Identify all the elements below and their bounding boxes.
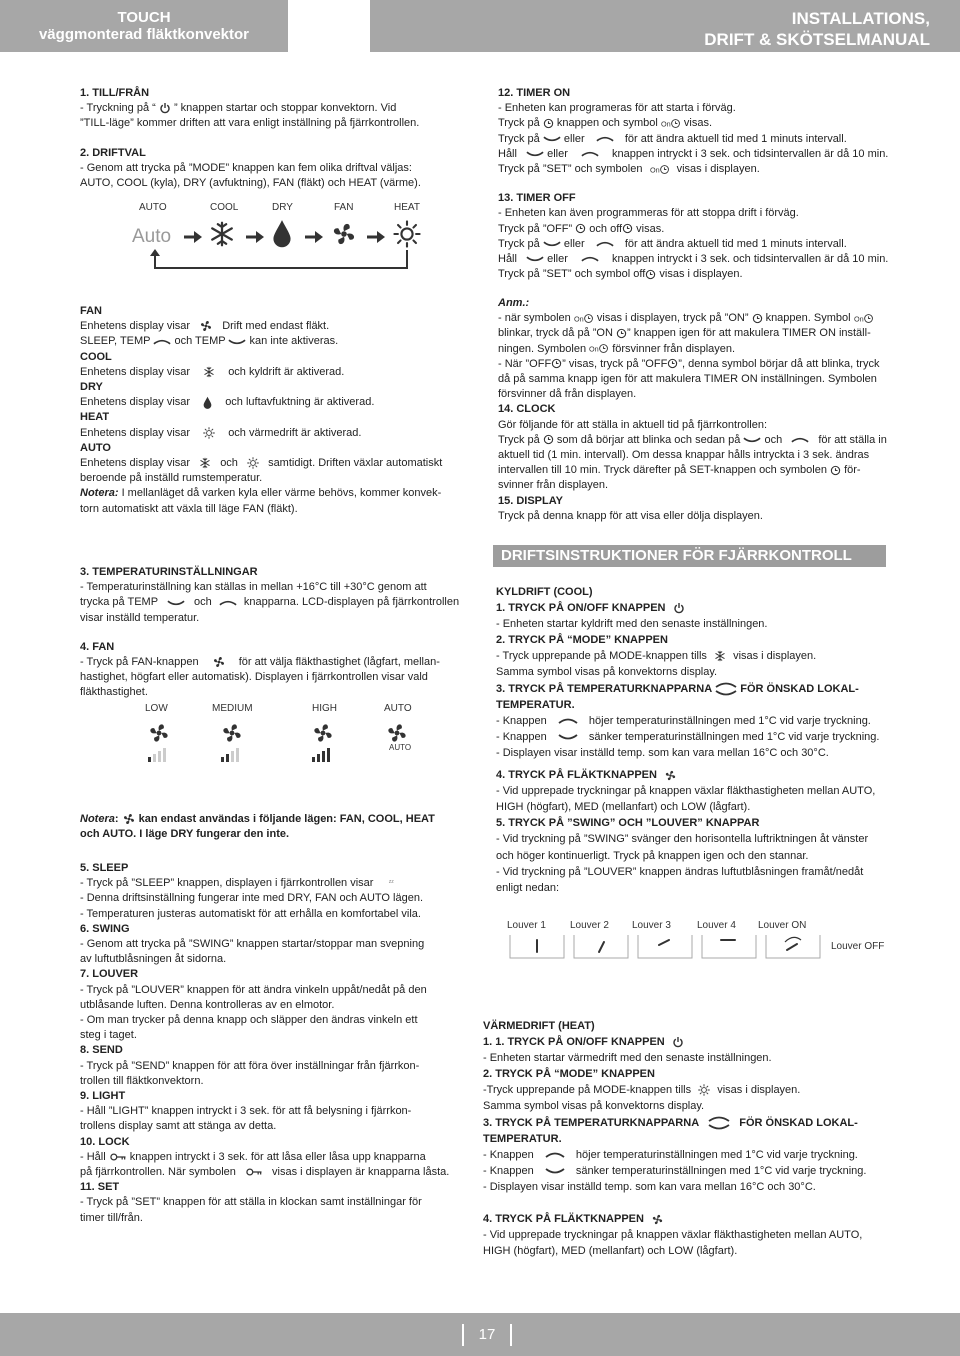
text: -Tryck upprepande på MODE-knappen tills bbox=[483, 1084, 692, 1097]
text: kan inte aktiveras. bbox=[249, 335, 339, 348]
heading: TEMPERATUR. bbox=[496, 698, 575, 711]
text: - Håll bbox=[80, 1150, 106, 1163]
text: - Enheten startar värmedrift med den senaste inställningen. bbox=[483, 1052, 772, 1065]
text: - Tryckning på “ bbox=[80, 102, 156, 115]
temp-down-icon bbox=[228, 338, 246, 346]
text: - Genom att trycka på ”MODE” knappen kan fem olika driftval väljas: bbox=[80, 161, 412, 174]
heading: 1. TRYCK PÅ ON/OFF KNAPPEN bbox=[496, 602, 666, 615]
text: Tryck på denna knapp för att visa eller dölja displayen. bbox=[498, 509, 763, 522]
text: visas i displayen. bbox=[676, 163, 760, 176]
text: - Knappen bbox=[483, 1164, 534, 1177]
text: visas i displayen är knapparna låsta. bbox=[272, 1166, 450, 1179]
heading: 4. TRYCK PÅ FLÄKTKNAPPEN bbox=[496, 769, 657, 782]
clock-icon bbox=[551, 358, 562, 369]
heading: DRY bbox=[80, 381, 103, 394]
timer-on-icon bbox=[650, 164, 670, 175]
text: timer till/från. bbox=[80, 1211, 143, 1224]
timer-on-icon bbox=[589, 343, 609, 354]
text: och AUTO. I läge DRY fungerar den inte. bbox=[80, 828, 290, 841]
mode-label-heat: HEAT bbox=[394, 202, 420, 213]
medium-bars-icon bbox=[220, 743, 240, 763]
text: knappen intryckt i 3 sek. och tidsintervallen är då 10 min. bbox=[612, 147, 889, 160]
louver-positions bbox=[507, 932, 852, 962]
text: visas i displayen. bbox=[733, 650, 817, 663]
arrow-icon bbox=[244, 230, 266, 244]
text: som då börjar att blinka och sedan på bbox=[556, 433, 741, 446]
snowflake-icon bbox=[203, 366, 215, 378]
arrow-icon bbox=[182, 230, 204, 244]
down-icon bbox=[543, 240, 561, 248]
heading: 2. DRIFTVAL bbox=[80, 146, 146, 159]
snowflake-icon bbox=[208, 220, 236, 248]
text: beroende på inställd rumstemperatur. bbox=[80, 472, 263, 485]
header-manual: INSTALLATIONS, bbox=[791, 9, 930, 28]
sun-icon bbox=[698, 1084, 710, 1096]
fan-icon bbox=[212, 655, 226, 669]
heading: 3. TRYCK PÅ TEMPERATURKNAPPARNA bbox=[483, 1116, 700, 1129]
text: svinner från displayen. bbox=[498, 479, 609, 492]
temp-buttons-icon bbox=[715, 681, 737, 697]
mode-label-auto: AUTO bbox=[139, 202, 167, 213]
section-timer bbox=[498, 86, 898, 282]
clock-icon bbox=[622, 223, 633, 234]
text: försvinner då från displayen. bbox=[498, 388, 637, 401]
heading: 4. TRYCK PÅ FLÄKTKNAPPEN bbox=[483, 1213, 644, 1226]
text: - Enheten startar kyldrift med den senaste inställningen. bbox=[496, 618, 768, 631]
heading: 1. TILL/FRÅN bbox=[80, 87, 150, 99]
text: och bbox=[764, 433, 783, 446]
note-label: Notera: bbox=[80, 487, 119, 500]
text: för- bbox=[844, 464, 861, 477]
up-icon bbox=[219, 599, 237, 607]
text: och TEMP bbox=[174, 335, 226, 348]
up-icon bbox=[596, 135, 614, 143]
heading: 9. LIGHT bbox=[80, 1090, 126, 1103]
key-icon bbox=[245, 1167, 263, 1177]
section-kyldrift bbox=[496, 584, 896, 896]
clock-icon bbox=[752, 313, 763, 324]
header-product-sub: väggmonterad fläktkonvektor bbox=[38, 26, 250, 43]
clock-icon bbox=[830, 465, 841, 476]
louver-label: Louver ON bbox=[758, 920, 807, 931]
text: enligt nedan: bbox=[496, 881, 559, 894]
clock-icon bbox=[616, 328, 627, 339]
heading: Anm.: bbox=[498, 297, 530, 309]
text: höjer temperaturinställningen med 1°C vid varje tryckning. bbox=[575, 1148, 858, 1161]
text: visar inställd temperatur. bbox=[80, 611, 200, 624]
text: kan endast användas i följande lägen: FAN, COOL, HEAT bbox=[138, 813, 435, 825]
text: - Tryck upprepande på MODE-knappen tills bbox=[496, 650, 707, 663]
text: Tryck på ”SET” och symbolen bbox=[498, 163, 643, 176]
text: - Vid tryckning på ”LOUVER” knappen ändras luftutblåsningen framåt/nedåt bbox=[496, 865, 864, 878]
heading: 5. TRYCK PÅ ”SWING” OCH ”LOUVER” KNAPPAR bbox=[496, 817, 760, 830]
timer-on-icon bbox=[661, 118, 681, 129]
text: trollen till fläktkonvektorn. bbox=[80, 1074, 204, 1087]
text: - Håll ”LIGHT” knappen intryckt i 3 sek. för att få belysning i fjärrkon- bbox=[80, 1105, 412, 1118]
sun-icon bbox=[393, 220, 421, 248]
low-bars-icon bbox=[147, 743, 167, 763]
text: på fjärrkontrollen. När symbolen bbox=[80, 1166, 236, 1179]
clock-icon bbox=[543, 434, 554, 445]
fan-icon bbox=[651, 1213, 664, 1226]
mode-label-dry: DRY bbox=[272, 202, 293, 213]
text: I mellanläget då varken kyla eller värme behövs, kommer konvek- bbox=[118, 487, 442, 500]
droplet-icon bbox=[272, 218, 292, 248]
text: eller bbox=[563, 237, 585, 250]
louver-label: Louver 2 bbox=[570, 920, 609, 931]
heading: 2. TRYCK PÅ “MODE” KNAPPEN bbox=[483, 1068, 655, 1081]
text: - Genom att trycka på ”SWING” knappen startar/stoppar man svepning bbox=[80, 938, 425, 951]
header-right bbox=[370, 0, 960, 52]
text: visas. bbox=[636, 222, 665, 235]
heading: 7. LOUVER bbox=[80, 968, 139, 981]
heading: COOL bbox=[80, 350, 112, 363]
text: - Enheten kan programeras för att starta i förväg. bbox=[498, 102, 736, 115]
fan-icon bbox=[385, 721, 409, 745]
down-icon bbox=[558, 733, 578, 741]
text: ningen. Symbolen bbox=[498, 342, 587, 355]
text: - Tryck på ”SEND” knappen för att föra över inställningar från fjärrkon- bbox=[80, 1059, 420, 1072]
heading: FAN bbox=[80, 305, 102, 317]
heading: KYLDRIFT (COOL) bbox=[496, 586, 593, 598]
speed-label-medium: MEDIUM bbox=[212, 703, 253, 714]
text: knappen och symbol bbox=[556, 117, 658, 130]
up-icon bbox=[596, 240, 614, 248]
section-banner: DRIFTSINSTRUKTIONER FÖR FJÄRRKONTROLL bbox=[493, 545, 886, 567]
text: SLEEP, TEMP bbox=[80, 335, 151, 348]
speed-label-high: HIGH bbox=[312, 703, 337, 714]
text: - Vid upprepade tryckningar på knappen växlar fläkthastigheten mellan AUTO, bbox=[483, 1229, 863, 1242]
text: - Temperaturinställning kan ställas in mellan +16°C till +30°C genom att bbox=[80, 581, 427, 594]
mode-info bbox=[80, 304, 470, 517]
fan-icon bbox=[330, 220, 358, 248]
heading: 11. SET bbox=[80, 1181, 120, 1194]
text: visas. bbox=[683, 117, 713, 130]
text: - När ”OFF bbox=[498, 357, 552, 370]
section-anm bbox=[498, 296, 898, 524]
heading: 8. SEND bbox=[80, 1044, 123, 1057]
text: trollens display samt att stänga av detta. bbox=[80, 1120, 277, 1133]
up-icon bbox=[581, 255, 599, 263]
up-icon bbox=[791, 436, 809, 444]
speed-auto-small: AUTO bbox=[389, 743, 412, 752]
text: sänker temperaturinställningen med 1°C vid varje tryckning. bbox=[588, 730, 880, 743]
text: Enhetens display visar bbox=[80, 426, 191, 439]
text: sänker temperaturinställningen med 1°C vid varje tryckning. bbox=[575, 1164, 867, 1177]
text: och bbox=[193, 596, 212, 609]
text: fläkthastighet. bbox=[80, 686, 148, 699]
text: höjer temperaturinställningen med 1°C vid varje tryckning. bbox=[588, 714, 871, 727]
auto-icon: Auto bbox=[132, 226, 172, 247]
text: - Tryck på ”SLEEP” knappen, displayen i fjärrkontrollen visar bbox=[80, 877, 374, 890]
heading: TEMPERATUR. bbox=[483, 1132, 562, 1145]
text: Enhetens display visar bbox=[80, 320, 191, 333]
heading: VÄRMEDRIFT (HEAT) bbox=[483, 1020, 595, 1032]
text: - Knappen bbox=[496, 730, 547, 743]
text: - Tryck på ”LOUVER” knappen för att ändra vinkeln uppåt/nedåt på den bbox=[80, 983, 427, 996]
down-icon bbox=[526, 255, 544, 263]
heading: 3. TRYCK PÅ TEMPERATURKNAPPARNA bbox=[496, 682, 713, 695]
heading: 3. TEMPERATURINSTÄLLNINGAR bbox=[80, 566, 258, 578]
text: och värmedrift är aktiverad. bbox=[228, 426, 362, 439]
up-icon bbox=[545, 1151, 565, 1159]
heading: 5. SLEEP bbox=[80, 862, 129, 874]
snowflake-icon bbox=[714, 650, 726, 662]
text: Samma symbol visas på konvektorns display. bbox=[483, 1100, 705, 1113]
text: blinkar, tryck då på ”ON bbox=[498, 327, 613, 340]
clock-icon bbox=[667, 358, 678, 369]
timer-on-icon bbox=[574, 313, 594, 324]
fan-icon bbox=[664, 769, 677, 782]
arrow-icon bbox=[303, 230, 325, 244]
down-icon bbox=[167, 599, 185, 607]
fan-icon bbox=[311, 721, 335, 745]
louver-label: Louver OFF bbox=[831, 941, 885, 952]
text: Tryck på bbox=[498, 237, 540, 250]
text: Tryck på ”OFF” bbox=[498, 222, 573, 235]
text: ”, denna symbol börjar då att blinka, tryck bbox=[678, 357, 880, 370]
text: Tryck på bbox=[498, 132, 540, 145]
text: utblåsande luften. Denna kontrolleras av en elmotor. bbox=[80, 998, 335, 1011]
text: och bbox=[220, 457, 238, 470]
text: samtidigt. Driften växlar automatiskt bbox=[268, 457, 443, 470]
fan-icon bbox=[147, 721, 171, 745]
power-icon bbox=[673, 602, 685, 614]
sleep-icon bbox=[377, 877, 397, 889]
down-icon bbox=[526, 150, 544, 158]
text: knappen. Symbol bbox=[765, 312, 851, 325]
text: Enhetens display visar bbox=[80, 457, 191, 470]
text: och luftavfuktning är aktiverad. bbox=[225, 396, 375, 409]
clock-icon bbox=[645, 269, 656, 280]
text: HIGH (högfart), MED (mellanfart) och LOW (lågfart). bbox=[496, 801, 751, 814]
heading: 10. LOCK bbox=[80, 1135, 130, 1148]
text: - Tryck på ”SET” knappen för att ställa in klockan samt inställningar för bbox=[80, 1196, 422, 1209]
text: visas i displayen, tryck på ”ON” bbox=[596, 312, 749, 325]
section-sleep-set bbox=[80, 861, 475, 1226]
text: Tryck på bbox=[498, 117, 540, 130]
heading: FÖR ÖNSKAD LOKAL- bbox=[739, 1116, 858, 1129]
timer-on-icon bbox=[854, 313, 874, 324]
text: - Vid upprepade tryckningar på knappen växlar fläkthastigheten mellan AUTO, bbox=[496, 785, 876, 798]
text: och kyldrift är aktiverad. bbox=[228, 365, 345, 378]
power-icon bbox=[159, 102, 171, 114]
clock-icon bbox=[543, 118, 554, 129]
header-left bbox=[0, 0, 288, 52]
louver-label: Louver 1 bbox=[507, 920, 546, 931]
text: Drift med endast fläkt. bbox=[222, 320, 330, 333]
text: ”TILL-läge” kommer driften att vara enligt inställning på fjärrkontrollen. bbox=[80, 117, 420, 130]
snowflake-icon bbox=[199, 457, 211, 469]
text: hastighet, högfart eller automatisk). Displayen i fjärrkontrollen visar vald bbox=[80, 671, 428, 684]
text: - Om man trycker på denna knapp och släpper den ändras vinkeln ett bbox=[80, 1014, 418, 1027]
heading: HEAT bbox=[80, 411, 110, 424]
text: aktuell tid (1 min. intervall). Om dessa knappar hålls intryckta i 3 sek. ändras bbox=[498, 449, 870, 462]
sun-icon bbox=[247, 457, 259, 469]
section-temp-fan bbox=[80, 565, 470, 701]
section-varmedrift bbox=[483, 1018, 893, 1259]
text: ” visas, tryck på ”OFF bbox=[562, 357, 668, 370]
text: - Denna driftsinställning fungerar inte med DRY, FAN och AUTO lägen. bbox=[80, 892, 424, 905]
fan-icon bbox=[220, 721, 244, 745]
heading: 14. CLOCK bbox=[498, 403, 556, 416]
header-manual-sub: DRIFT & SKÖTSELMANUAL bbox=[704, 30, 930, 49]
page-number: 17 bbox=[462, 1324, 512, 1346]
down-icon bbox=[543, 135, 561, 143]
down-icon bbox=[545, 1167, 565, 1175]
up-icon bbox=[581, 150, 599, 158]
mode-label-fan: FAN bbox=[334, 202, 354, 213]
louver-blade bbox=[787, 944, 797, 950]
text: : bbox=[114, 813, 119, 825]
heading: 2. TRYCK PÅ “MODE” KNAPPEN bbox=[496, 634, 668, 647]
text: för att ställa in bbox=[818, 433, 887, 446]
text: - Displayen visar inställd temp. som kan vara mellan 16°C och 30°C. bbox=[483, 1180, 816, 1193]
text: av luftutblåsningen åt sidorna. bbox=[80, 953, 227, 966]
text: - Tryck på FAN-knappen bbox=[80, 656, 199, 669]
speed-label-auto: AUTO bbox=[384, 703, 412, 714]
text: Tryck på ”SET” och symbol off bbox=[498, 268, 646, 281]
text: - Enheten kan även programmeras för att stoppa drift i förväg. bbox=[498, 207, 799, 220]
text: knappen intryckt i 3 sek. och tidsintervallen är då 10 min. bbox=[612, 253, 889, 266]
text: steg i taget. bbox=[80, 1029, 137, 1042]
heading: AUTO bbox=[80, 441, 111, 454]
heading: 13. TIMER OFF bbox=[498, 192, 576, 205]
high-bars-icon bbox=[311, 743, 331, 763]
speed-label-low: LOW bbox=[145, 703, 168, 714]
text: AUTO, COOL (kyla), DRY (avfuktning), FAN (fläkt) och HEAT (värme). bbox=[80, 177, 421, 190]
note-label: Notera bbox=[80, 813, 115, 825]
text: HIGH (högfart), MED (mellanfart) och LOW (lågfart). bbox=[483, 1245, 738, 1258]
louver-blade bbox=[659, 940, 669, 945]
heading: FÖR ÖNSKAD LOKAL- bbox=[740, 682, 859, 695]
text: - Knappen bbox=[483, 1148, 534, 1161]
fan-icon bbox=[122, 812, 136, 826]
text: för att ändra aktuell tid med 1 minuts intervall. bbox=[624, 237, 847, 250]
sun-icon bbox=[203, 427, 215, 439]
text: - när symbolen bbox=[498, 312, 571, 325]
text: Samma symbol visas på konvektorns display. bbox=[496, 666, 718, 679]
heading: 15. DISPLAY bbox=[498, 494, 564, 507]
text: och höger kontinuerligt. Tryck på knappen igen och den stannar. bbox=[496, 849, 809, 862]
heading: 12. TIMER ON bbox=[498, 87, 571, 99]
text: Enhetens display visar bbox=[80, 365, 191, 378]
text: Tryck på bbox=[498, 433, 540, 446]
text: - Displayen visar inställd temp. som kan vara mellan 16°C och 30°C. bbox=[496, 746, 829, 759]
text: för att ändra aktuell tid med 1 minuts intervall. bbox=[624, 132, 847, 145]
temp-up-icon bbox=[153, 338, 171, 346]
mode-label-cool: COOL bbox=[210, 202, 239, 213]
text: Gör följande för att ställa in aktuell tid på fjärrkontrollen: bbox=[498, 418, 768, 431]
louver-blade bbox=[599, 942, 604, 952]
text: torn automatiskt att växla till läge FAN (fläkt). bbox=[80, 502, 298, 515]
power-icon bbox=[672, 1036, 684, 1048]
up-icon bbox=[558, 717, 578, 725]
text: eller bbox=[547, 253, 568, 266]
header-product: TOUCH bbox=[117, 9, 171, 26]
text: knapparna. LCD-displayen på fjärrkontrollen bbox=[243, 596, 460, 609]
text: eller bbox=[547, 147, 568, 160]
section-till-fran bbox=[80, 86, 470, 191]
text: och off bbox=[589, 222, 623, 235]
text: knappen intryckt i 3 sek. för att låsa eller låsa upp knapparna bbox=[129, 1150, 426, 1163]
heading: 4. FAN bbox=[80, 640, 115, 653]
down-icon bbox=[743, 436, 761, 444]
louver-label: Louver 4 bbox=[697, 920, 736, 931]
text: intervallen till 10 min. Tryck därefter på SET-knappen och symbolen bbox=[498, 464, 827, 477]
text: Håll bbox=[498, 147, 517, 160]
text: trycka på TEMP bbox=[80, 596, 158, 609]
text: visas i displayen. bbox=[717, 1084, 801, 1097]
text: eller bbox=[563, 132, 585, 145]
text: då på samma knapp igen för att makulera TIMER ON inställningen. Symbolen bbox=[498, 373, 877, 386]
heading: 1. 1. TRYCK PÅ ON/OFF KNAPPEN bbox=[483, 1036, 665, 1049]
text: för att välja fläkthastighet (lågfart, mellan- bbox=[238, 656, 440, 669]
text: visas i displayen. bbox=[659, 268, 743, 281]
text: ” knappen igen för att makulera TIMER ON inställ- bbox=[627, 327, 871, 340]
key-icon bbox=[109, 1152, 127, 1162]
text: Enhetens display visar bbox=[80, 396, 191, 409]
text: - Knappen bbox=[496, 714, 547, 727]
arrow-icon bbox=[365, 230, 387, 244]
text: - Temperaturen justeras automatiskt för att erhålla en komfortabel vila. bbox=[80, 907, 421, 920]
fan-icon bbox=[199, 319, 213, 333]
clock-icon bbox=[575, 223, 586, 234]
louver-label: Louver 3 bbox=[632, 920, 671, 931]
text: Håll bbox=[498, 253, 517, 266]
text: ” knappen startar och stoppar konvektorn. Vid bbox=[173, 102, 397, 115]
text: - Vid tryckning på ”SWING” svänger den horisontella luftriktningen åt vänster bbox=[496, 833, 869, 846]
cycle-arrow bbox=[148, 248, 413, 272]
temp-buttons-icon bbox=[708, 1115, 730, 1131]
heading: 6. SWING bbox=[80, 922, 130, 935]
text: försvinner från displayen. bbox=[612, 342, 736, 355]
droplet-icon bbox=[203, 396, 212, 409]
section-notera-modes bbox=[80, 812, 475, 842]
